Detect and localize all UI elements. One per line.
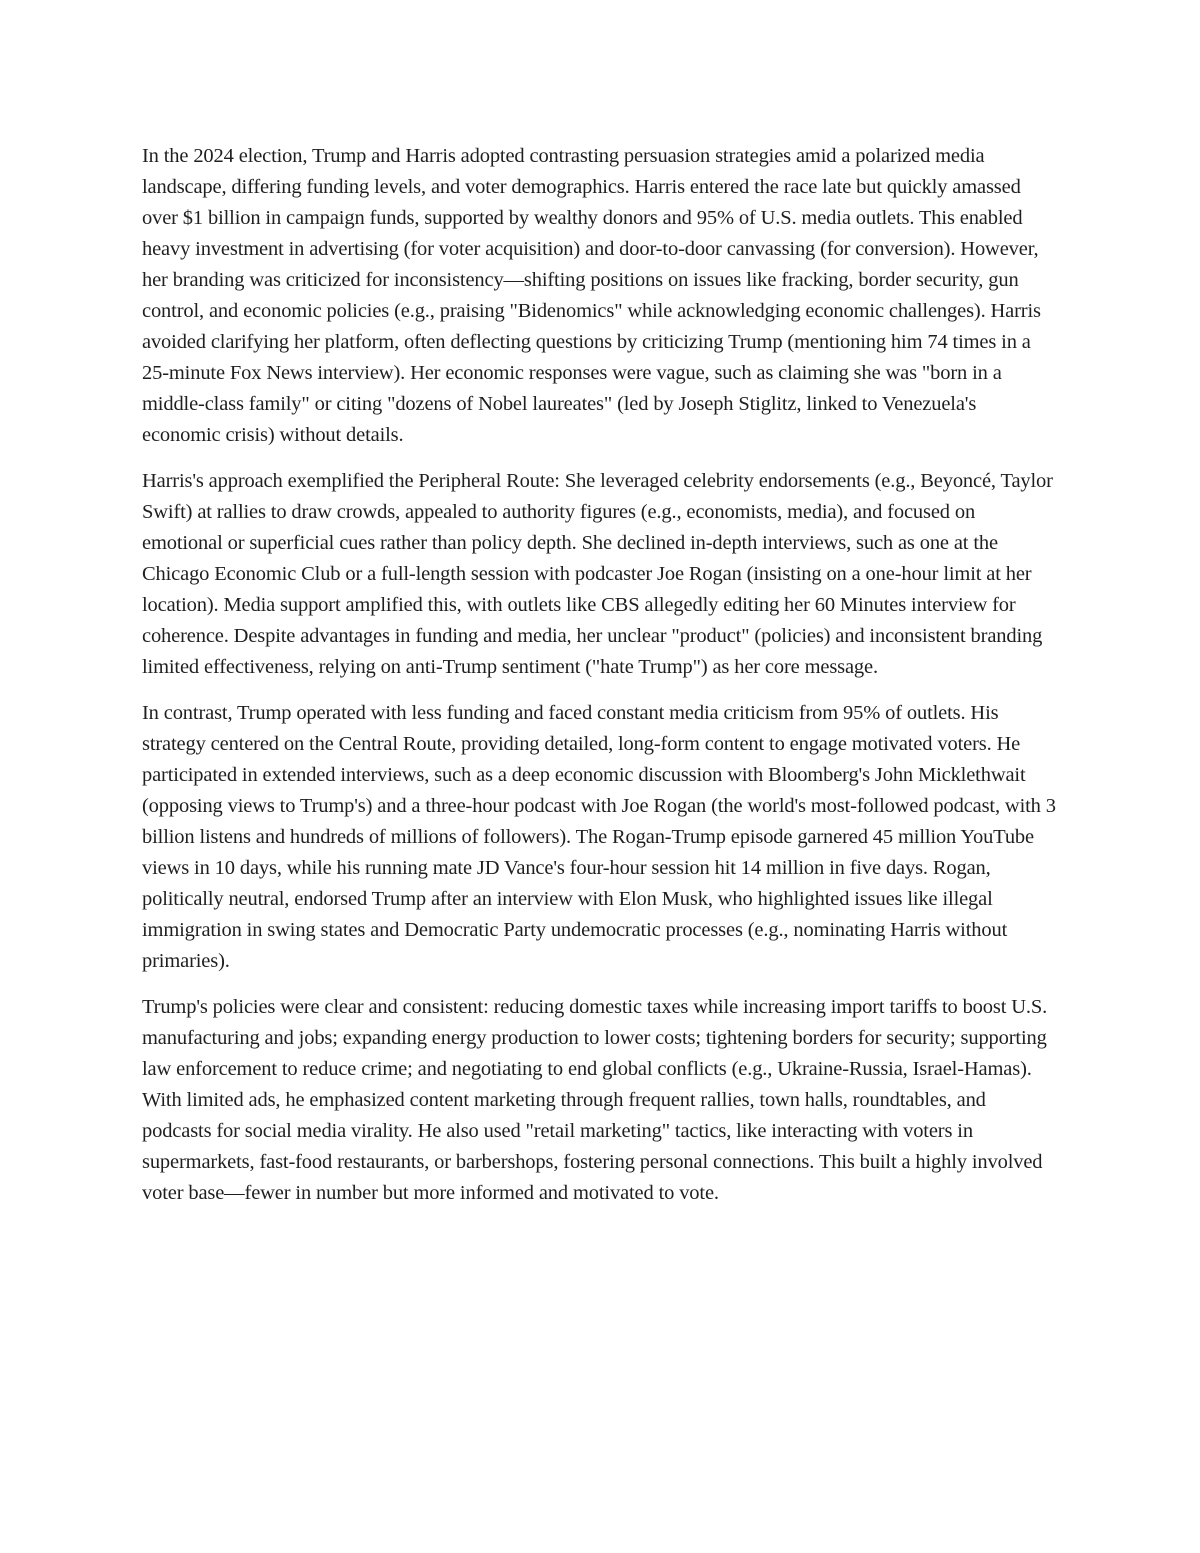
- paragraph-harris-strategy: In the 2024 election, Trump and Harris adopted contrasting persuasion strategies amid a polarized media landscape, differing funding levels, and voter demographics. Harris entered the race late but quickly amassed over $1 billion in campaign funds, supported by wealthy donors and 95% of U.S. media outlets. This enabled heavy investment in advertising (for voter acquisition) and door-to-door canvassing (for conversion). However, her branding was criticized for inconsistency—shifting positions on issues like fracking, border security, gun control, and economic policies (e.g., praising "Bidenomics" while acknowledging economic challenges). Harris avoided clarifying her platform, often deflecting questions by criticizing Trump (mentioning him 74 times in a 25-minute Fox News interview). Her economic responses were vague, such as claiming she was "born in a middle-class family" or citing "dozens of Nobel laureates" (led by Joseph Stiglitz, linked to Venezuela's economic crisis) without details.: [142, 145, 1041, 446]
- paragraph-peripheral-route: Harris's approach exemplified the Peripheral Route: She leveraged celebrity endorsements (e.g., Beyoncé, Taylor Swift) at rallies to draw crowds, appealed to authority figures (e.g., economists, media), and focused on emotional or superficial cues rather than policy depth. She declined in-depth interviews, such as one at the Chicago Economic Club or a full-length session with podcaster Joe Rogan (insisting on a one-hour limit at her location). Media support amplified this, with outlets like CBS allegedly editing her 60 Minutes interview for coherence. Despite advantages in funding and media, her unclear "product" (policies) and inconsistent branding limited effectiveness, relying on anti-Trump sentiment ("hate Trump") as her core message.: [142, 470, 1053, 678]
- paragraph-trump-policies: Trump's policies were clear and consistent: reducing domestic taxes while increasing import tariffs to boost U.S. manufacturing and jobs; expanding energy production to lower costs; tightening borders for security; supporting law enforcement to reduce crime; and negotiating to end global conflicts (e.g., Ukraine-Russia, Israel-Hamas). With limited ads, he emphasized content marketing through frequent rallies, town halls, roundtables, and podcasts for social media virality. He also used "retail marketing" tactics, like interacting with voters in supermarkets, fast-food restaurants, or barbershops, fostering personal connections. This built a highly involved voter base—fewer in number but more informed and motivated to vote.: [142, 996, 1048, 1204]
- document-body: [142, 141, 1058, 1224]
- paragraph-central-route: In contrast, Trump operated with less funding and faced constant media criticism from 95% of outlets. His strategy centered on the Central Route, providing detailed, long-form content to engage motivated voters. He participated in extended interviews, such as a deep economic discussion with Bloomberg's John Micklethwait (opposing views to Trump's) and a three-hour podcast with Joe Rogan (the world's most-followed podcast, with 3 billion listens and hundreds of millions of followers). The Rogan-Trump episode garnered 45 million YouTube views in 10 days, while his running mate JD Vance's four-hour session hit 14 million in five days. Rogan, politically neutral, endorsed Trump after an interview with Elon Musk, who highlighted issues like illegal immigration in swing states and Democratic Party undemocratic processes (e.g., nominating Harris without primaries).: [142, 702, 1056, 972]
